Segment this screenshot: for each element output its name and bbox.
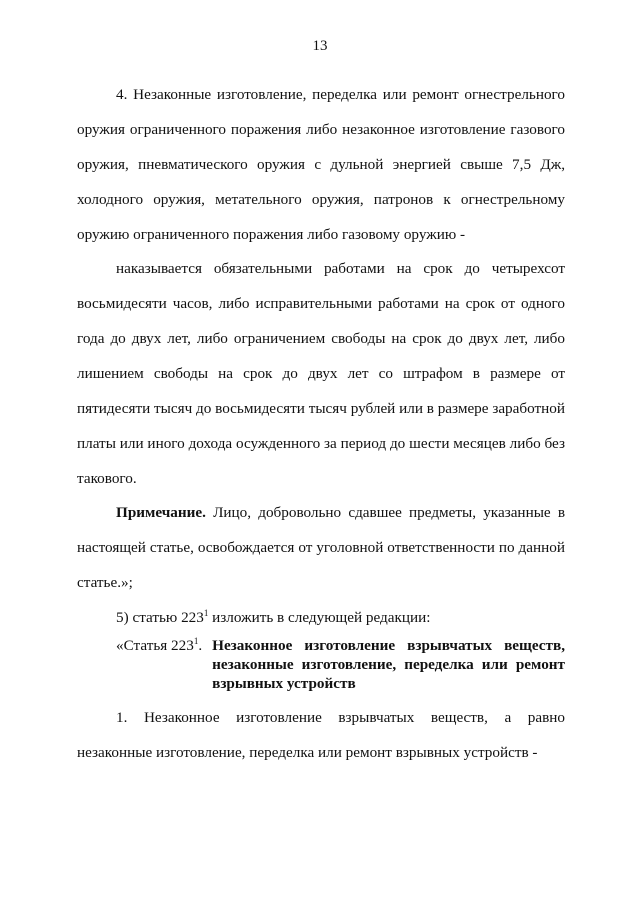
paragraph-punishment bbox=[77, 251, 565, 496]
paragraph-text: 4. Незаконные изготовление, переделка или ремонт огнестрельного оружия ограниченного поражения либо незаконное изготовление газового оружия, пневматического оружия с дульной энергией свыше 7,5 Дж, холодного оружия, метательного оружия, патронов к огнестрельному оружию ограниченного поражения либо газовому оружию - bbox=[77, 86, 565, 243]
note-body: Лицо, добровольно сдавшее предметы, указанные в настоящей статье, освобождается от уголовной ответственности по данной статье.»; bbox=[77, 504, 565, 591]
paragraph-article-part-1 bbox=[77, 700, 565, 770]
item-5-text bbox=[77, 600, 565, 635]
paragraph-text: наказывается обязательными работами на срок до четырехсот восьмидесяти часов, либо исправительными работами на срок от одного года до двух лет, либо ограничением свободы на срок до двух лет, либо лишением свободы на срок до двух лет со штрафом в размере от пятидесяти тысяч до восьмидесяти тысяч рублей или в размере заработной платы или иного дохода осужденного за период до шести месяцев либо без такового. bbox=[77, 260, 565, 487]
article-title: Незаконное изготовление взрывчатых веществ, незаконные изготовление, переделка или ремонт взрывных устройств bbox=[212, 637, 565, 692]
item-5-prefix: 5) статью 223 bbox=[116, 609, 204, 626]
paragraph-note bbox=[77, 495, 565, 600]
note-text bbox=[77, 495, 565, 600]
item-5-superscript: 1 bbox=[203, 608, 209, 618]
article-number bbox=[116, 636, 212, 693]
paragraph-text: 1. Незаконное изготовление взрывчатых веществ, а равно незаконные изготовление, переделка или ремонт взрывных устройств - bbox=[77, 709, 565, 761]
paragraph-item-5 bbox=[77, 600, 565, 635]
article-lead-text: «Статья 223 bbox=[116, 637, 194, 654]
article-lead-end: . bbox=[198, 637, 203, 654]
paragraph-part-4 bbox=[77, 77, 565, 252]
article-heading bbox=[116, 636, 565, 693]
article-superscript: 1 bbox=[193, 636, 199, 646]
note-label: Примечание. bbox=[116, 504, 206, 521]
item-5-suffix: изложить в следующей редакции: bbox=[208, 609, 431, 626]
page-number: 13 bbox=[312, 38, 328, 54]
